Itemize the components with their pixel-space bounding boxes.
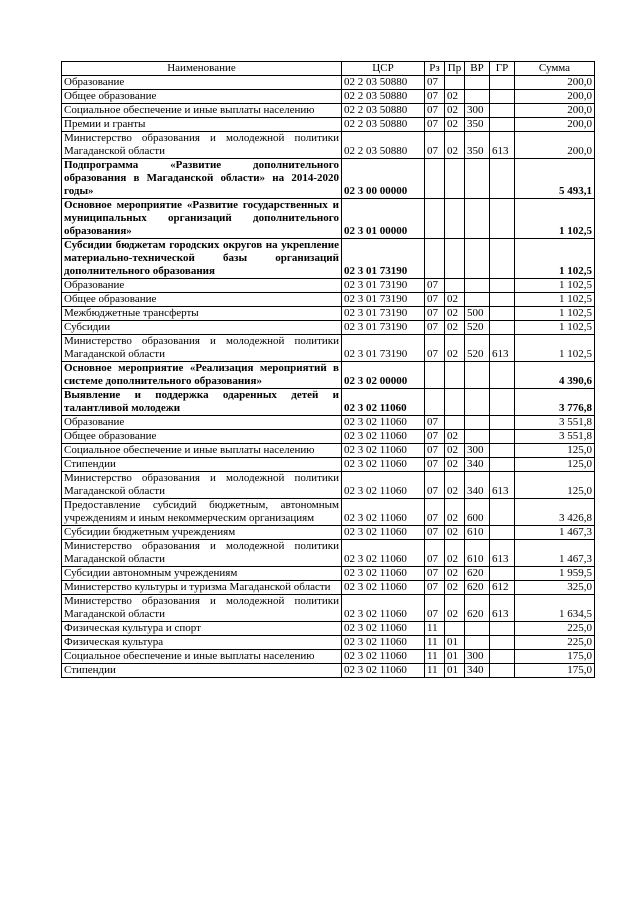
cell-vr — [465, 239, 490, 279]
table-row — [62, 595, 595, 622]
cell-vr — [465, 636, 490, 650]
cell-sum: 1 102,5 — [515, 293, 595, 307]
cell-vr: 340 — [465, 458, 490, 472]
cell-pr: 02 — [445, 307, 465, 321]
cell-sum: 200,0 — [515, 90, 595, 104]
cell-gr — [490, 293, 515, 307]
cell-sum: 4 390,6 — [515, 362, 595, 389]
header-gr: ГР — [490, 62, 515, 76]
cell-pr: 02 — [445, 581, 465, 595]
cell-rz: 07 — [425, 76, 445, 90]
cell-csr: 02 3 02 11060 — [342, 636, 425, 650]
cell-name: Общее образование — [62, 430, 342, 444]
cell-rz: 07 — [425, 540, 445, 567]
header-vr: ВР — [465, 62, 490, 76]
table-row — [62, 132, 595, 159]
cell-gr — [490, 104, 515, 118]
budget-table — [61, 61, 595, 678]
cell-name: Министерство образования и молодежной политики Магаданской области — [62, 540, 342, 567]
cell-pr — [445, 199, 465, 239]
cell-vr: 520 — [465, 321, 490, 335]
cell-gr: 612 — [490, 581, 515, 595]
cell-vr — [465, 76, 490, 90]
cell-gr — [490, 650, 515, 664]
table-row — [62, 362, 595, 389]
cell-pr — [445, 622, 465, 636]
cell-gr: 613 — [490, 132, 515, 159]
cell-vr — [465, 622, 490, 636]
cell-sum: 325,0 — [515, 581, 595, 595]
cell-sum: 175,0 — [515, 664, 595, 678]
table-row — [62, 444, 595, 458]
cell-pr — [445, 159, 465, 199]
cell-sum: 200,0 — [515, 76, 595, 90]
table-row — [62, 636, 595, 650]
cell-gr — [490, 321, 515, 335]
cell-gr — [490, 362, 515, 389]
cell-name: Физическая культура — [62, 636, 342, 650]
cell-sum: 1 959,5 — [515, 567, 595, 581]
table-body — [62, 76, 595, 678]
cell-vr — [465, 159, 490, 199]
cell-gr — [490, 526, 515, 540]
cell-sum: 125,0 — [515, 458, 595, 472]
cell-pr: 02 — [445, 321, 465, 335]
cell-pr — [445, 239, 465, 279]
cell-vr: 300 — [465, 650, 490, 664]
cell-rz — [425, 159, 445, 199]
cell-pr: 02 — [445, 567, 465, 581]
cell-pr — [445, 279, 465, 293]
cell-name: Физическая культура и спорт — [62, 622, 342, 636]
table-row — [62, 622, 595, 636]
cell-gr — [490, 90, 515, 104]
cell-pr — [445, 362, 465, 389]
header-pr: Пр — [445, 62, 465, 76]
cell-pr: 02 — [445, 118, 465, 132]
cell-name: Министерство образования и молодежной политики Магаданской области — [62, 472, 342, 499]
cell-rz: 07 — [425, 581, 445, 595]
cell-sum: 1 102,5 — [515, 239, 595, 279]
cell-rz: 07 — [425, 279, 445, 293]
cell-rz: 07 — [425, 307, 445, 321]
cell-name: Министерство культуры и туризма Магаданской области — [62, 581, 342, 595]
cell-rz: 07 — [425, 104, 445, 118]
cell-csr: 02 3 02 11060 — [342, 567, 425, 581]
cell-rz: 07 — [425, 526, 445, 540]
cell-pr: 02 — [445, 104, 465, 118]
cell-csr: 02 3 01 00000 — [342, 199, 425, 239]
cell-pr: 01 — [445, 636, 465, 650]
cell-rz: 07 — [425, 335, 445, 362]
cell-gr — [490, 76, 515, 90]
cell-rz: 07 — [425, 472, 445, 499]
cell-gr — [490, 199, 515, 239]
cell-gr — [490, 118, 515, 132]
table-row — [62, 472, 595, 499]
cell-sum: 125,0 — [515, 444, 595, 458]
cell-csr: 02 3 01 73190 — [342, 239, 425, 279]
cell-name: Министерство образования и молодежной политики Магаданской области — [62, 335, 342, 362]
cell-rz: 07 — [425, 321, 445, 335]
cell-vr: 520 — [465, 335, 490, 362]
cell-csr: 02 2 03 50880 — [342, 90, 425, 104]
cell-rz: 07 — [425, 118, 445, 132]
cell-gr: 613 — [490, 540, 515, 567]
cell-pr: 02 — [445, 335, 465, 362]
cell-csr: 02 3 01 73190 — [342, 335, 425, 362]
cell-csr: 02 3 02 11060 — [342, 526, 425, 540]
table-row — [62, 567, 595, 581]
cell-gr — [490, 307, 515, 321]
cell-sum: 1 102,5 — [515, 199, 595, 239]
cell-csr: 02 3 02 11060 — [342, 389, 425, 416]
cell-sum: 5 493,1 — [515, 159, 595, 199]
cell-pr — [445, 76, 465, 90]
cell-name: Субсидии — [62, 321, 342, 335]
cell-gr — [490, 159, 515, 199]
cell-vr: 350 — [465, 118, 490, 132]
cell-gr — [490, 279, 515, 293]
cell-gr — [490, 458, 515, 472]
table-row — [62, 650, 595, 664]
cell-vr: 300 — [465, 444, 490, 458]
cell-rz — [425, 239, 445, 279]
cell-name: Образование — [62, 279, 342, 293]
table-row — [62, 239, 595, 279]
cell-sum: 200,0 — [515, 118, 595, 132]
cell-csr: 02 3 02 11060 — [342, 472, 425, 499]
table-row — [62, 526, 595, 540]
cell-sum: 1 634,5 — [515, 595, 595, 622]
cell-gr — [490, 664, 515, 678]
table-row — [62, 458, 595, 472]
cell-vr: 620 — [465, 595, 490, 622]
cell-vr — [465, 279, 490, 293]
table-row — [62, 664, 595, 678]
cell-name: Социальное обеспечение и иные выплаты населению — [62, 444, 342, 458]
cell-rz — [425, 199, 445, 239]
cell-rz: 11 — [425, 664, 445, 678]
cell-pr: 02 — [445, 472, 465, 499]
cell-rz: 07 — [425, 444, 445, 458]
table-row — [62, 430, 595, 444]
cell-name: Стипендии — [62, 458, 342, 472]
cell-vr: 610 — [465, 526, 490, 540]
cell-gr — [490, 416, 515, 430]
cell-name: Социальное обеспечение и иные выплаты населению — [62, 104, 342, 118]
cell-gr — [490, 622, 515, 636]
table-row — [62, 540, 595, 567]
cell-rz: 11 — [425, 650, 445, 664]
cell-gr: 613 — [490, 595, 515, 622]
header-name: Наименование — [62, 62, 342, 76]
cell-sum: 1 467,3 — [515, 540, 595, 567]
cell-name: Социальное обеспечение и иные выплаты населению — [62, 650, 342, 664]
table-row — [62, 90, 595, 104]
cell-vr — [465, 389, 490, 416]
cell-vr: 300 — [465, 104, 490, 118]
cell-sum: 3 551,8 — [515, 430, 595, 444]
cell-name: Основное мероприятие «Реализация мероприятий в системе дополнительного образования» — [62, 362, 342, 389]
cell-gr — [490, 499, 515, 526]
table-row — [62, 499, 595, 526]
cell-csr: 02 3 02 11060 — [342, 664, 425, 678]
cell-sum: 1 102,5 — [515, 335, 595, 362]
cell-vr: 620 — [465, 567, 490, 581]
cell-pr: 02 — [445, 90, 465, 104]
cell-sum: 200,0 — [515, 104, 595, 118]
cell-vr — [465, 199, 490, 239]
cell-pr — [445, 389, 465, 416]
cell-gr: 613 — [490, 335, 515, 362]
cell-pr: 01 — [445, 664, 465, 678]
cell-sum: 3 776,8 — [515, 389, 595, 416]
cell-sum: 1 102,5 — [515, 307, 595, 321]
cell-vr: 350 — [465, 132, 490, 159]
cell-csr: 02 3 02 11060 — [342, 581, 425, 595]
cell-gr — [490, 389, 515, 416]
cell-csr: 02 3 01 73190 — [342, 307, 425, 321]
cell-name: Предоставление субсидий бюджетным, автономным учреждениям и иным некоммерческим организациям — [62, 499, 342, 526]
table-row — [62, 279, 595, 293]
cell-name: Общее образование — [62, 293, 342, 307]
cell-csr: 02 3 02 11060 — [342, 650, 425, 664]
cell-pr: 02 — [445, 526, 465, 540]
cell-rz: 11 — [425, 622, 445, 636]
cell-name: Субсидии бюджетам городских округов на укрепление материально-технической базы организаций дополнительного образования — [62, 239, 342, 279]
cell-csr: 02 3 02 11060 — [342, 499, 425, 526]
cell-name: Министерство образования и молодежной политики Магаданской области — [62, 132, 342, 159]
table-row — [62, 293, 595, 307]
cell-sum: 225,0 — [515, 622, 595, 636]
cell-name: Образование — [62, 76, 342, 90]
cell-rz: 07 — [425, 132, 445, 159]
cell-pr: 02 — [445, 458, 465, 472]
table-row — [62, 159, 595, 199]
cell-pr: 02 — [445, 293, 465, 307]
cell-name: Стипендии — [62, 664, 342, 678]
cell-csr: 02 3 00 00000 — [342, 159, 425, 199]
cell-vr: 340 — [465, 472, 490, 499]
table-row — [62, 389, 595, 416]
cell-gr — [490, 567, 515, 581]
cell-name: Общее образование — [62, 90, 342, 104]
table-row — [62, 118, 595, 132]
cell-name: Основное мероприятие «Развитие государственных и муниципальных организаций дополнительного образования» — [62, 199, 342, 239]
cell-sum: 125,0 — [515, 472, 595, 499]
table-row — [62, 104, 595, 118]
cell-name: Подпрограмма «Развитие дополнительного образования в Магаданской области» на 2014-2020 годы» — [62, 159, 342, 199]
cell-csr: 02 3 02 11060 — [342, 458, 425, 472]
cell-sum: 1 102,5 — [515, 321, 595, 335]
cell-pr: 02 — [445, 540, 465, 567]
cell-gr — [490, 444, 515, 458]
cell-name: Субсидии бюджетным учреждениям — [62, 526, 342, 540]
cell-pr: 02 — [445, 444, 465, 458]
cell-sum: 3 551,8 — [515, 416, 595, 430]
cell-rz — [425, 389, 445, 416]
cell-name: Премии и гранты — [62, 118, 342, 132]
cell-csr: 02 3 02 11060 — [342, 416, 425, 430]
cell-csr: 02 2 03 50880 — [342, 104, 425, 118]
cell-gr — [490, 636, 515, 650]
cell-gr: 613 — [490, 472, 515, 499]
cell-vr: 610 — [465, 540, 490, 567]
table-row — [62, 76, 595, 90]
cell-rz: 07 — [425, 293, 445, 307]
cell-pr — [445, 416, 465, 430]
cell-pr: 02 — [445, 430, 465, 444]
cell-vr — [465, 430, 490, 444]
header-sum: Сумма — [515, 62, 595, 76]
cell-csr: 02 3 02 11060 — [342, 430, 425, 444]
cell-rz: 07 — [425, 430, 445, 444]
cell-sum: 3 426,8 — [515, 499, 595, 526]
cell-sum: 225,0 — [515, 636, 595, 650]
cell-csr: 02 3 01 73190 — [342, 293, 425, 307]
cell-pr: 02 — [445, 499, 465, 526]
cell-sum: 1 102,5 — [515, 279, 595, 293]
cell-vr: 620 — [465, 581, 490, 595]
cell-pr: 02 — [445, 132, 465, 159]
cell-gr — [490, 430, 515, 444]
cell-csr: 02 3 02 00000 — [342, 362, 425, 389]
cell-vr — [465, 293, 490, 307]
cell-rz — [425, 362, 445, 389]
table-header-row — [62, 62, 595, 76]
cell-csr: 02 3 02 11060 — [342, 540, 425, 567]
cell-csr: 02 2 03 50880 — [342, 76, 425, 90]
cell-rz: 07 — [425, 567, 445, 581]
cell-name: Выявление и поддержка одаренных детей и талантливой молодежи — [62, 389, 342, 416]
cell-vr: 500 — [465, 307, 490, 321]
cell-name: Министерство образования и молодежной политики Магаданской области — [62, 595, 342, 622]
table-row — [62, 307, 595, 321]
cell-csr: 02 3 02 11060 — [342, 622, 425, 636]
cell-csr: 02 3 02 11060 — [342, 444, 425, 458]
header-rz: Рз — [425, 62, 445, 76]
table-row — [62, 416, 595, 430]
cell-vr: 340 — [465, 664, 490, 678]
cell-sum: 175,0 — [515, 650, 595, 664]
cell-rz: 07 — [425, 416, 445, 430]
table-row — [62, 335, 595, 362]
cell-name: Образование — [62, 416, 342, 430]
cell-rz: 07 — [425, 458, 445, 472]
header-csr: ЦСР — [342, 62, 425, 76]
table-row — [62, 581, 595, 595]
cell-sum: 1 467,3 — [515, 526, 595, 540]
cell-gr — [490, 239, 515, 279]
cell-csr: 02 2 03 50880 — [342, 118, 425, 132]
cell-pr: 01 — [445, 650, 465, 664]
cell-vr — [465, 362, 490, 389]
cell-vr — [465, 90, 490, 104]
cell-vr: 600 — [465, 499, 490, 526]
cell-rz: 11 — [425, 636, 445, 650]
cell-csr: 02 2 03 50880 — [342, 132, 425, 159]
cell-rz: 07 — [425, 595, 445, 622]
cell-csr: 02 3 01 73190 — [342, 279, 425, 293]
cell-rz: 07 — [425, 90, 445, 104]
cell-csr: 02 3 02 11060 — [342, 595, 425, 622]
table-row — [62, 321, 595, 335]
cell-vr — [465, 416, 490, 430]
cell-name: Субсидии автономным учреждениям — [62, 567, 342, 581]
cell-rz: 07 — [425, 499, 445, 526]
table-row — [62, 199, 595, 239]
cell-csr: 02 3 01 73190 — [342, 321, 425, 335]
cell-pr: 02 — [445, 595, 465, 622]
cell-sum: 200,0 — [515, 132, 595, 159]
cell-name: Межбюджетные трансферты — [62, 307, 342, 321]
